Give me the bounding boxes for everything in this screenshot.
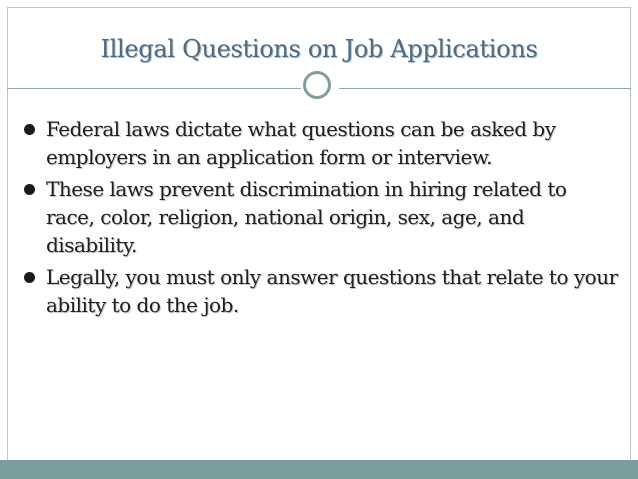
bullet-text: These laws prevent discrimination in hiring related to race, color, religion, national origin, sex, age, and disability. [46, 177, 567, 257]
bullet-icon [24, 184, 35, 195]
slide-title: Illegal Questions on Job Applications [100, 35, 538, 63]
list-item [20, 115, 620, 171]
list-item [20, 175, 620, 259]
bullet-list [20, 115, 620, 323]
bullet-icon [24, 124, 35, 135]
bullet-icon [24, 272, 35, 283]
bottom-accent-bar [0, 460, 638, 479]
title-divider-right [339, 88, 631, 89]
bullet-text: Federal laws dictate what questions can be asked by employers in an application form or interview. [46, 117, 556, 169]
list-item [20, 263, 620, 319]
title-divider-left [7, 88, 301, 89]
divider-ring-icon [303, 71, 331, 99]
bullet-text: Legally, you must only answer questions that relate to your ability to do the job. [46, 265, 618, 317]
